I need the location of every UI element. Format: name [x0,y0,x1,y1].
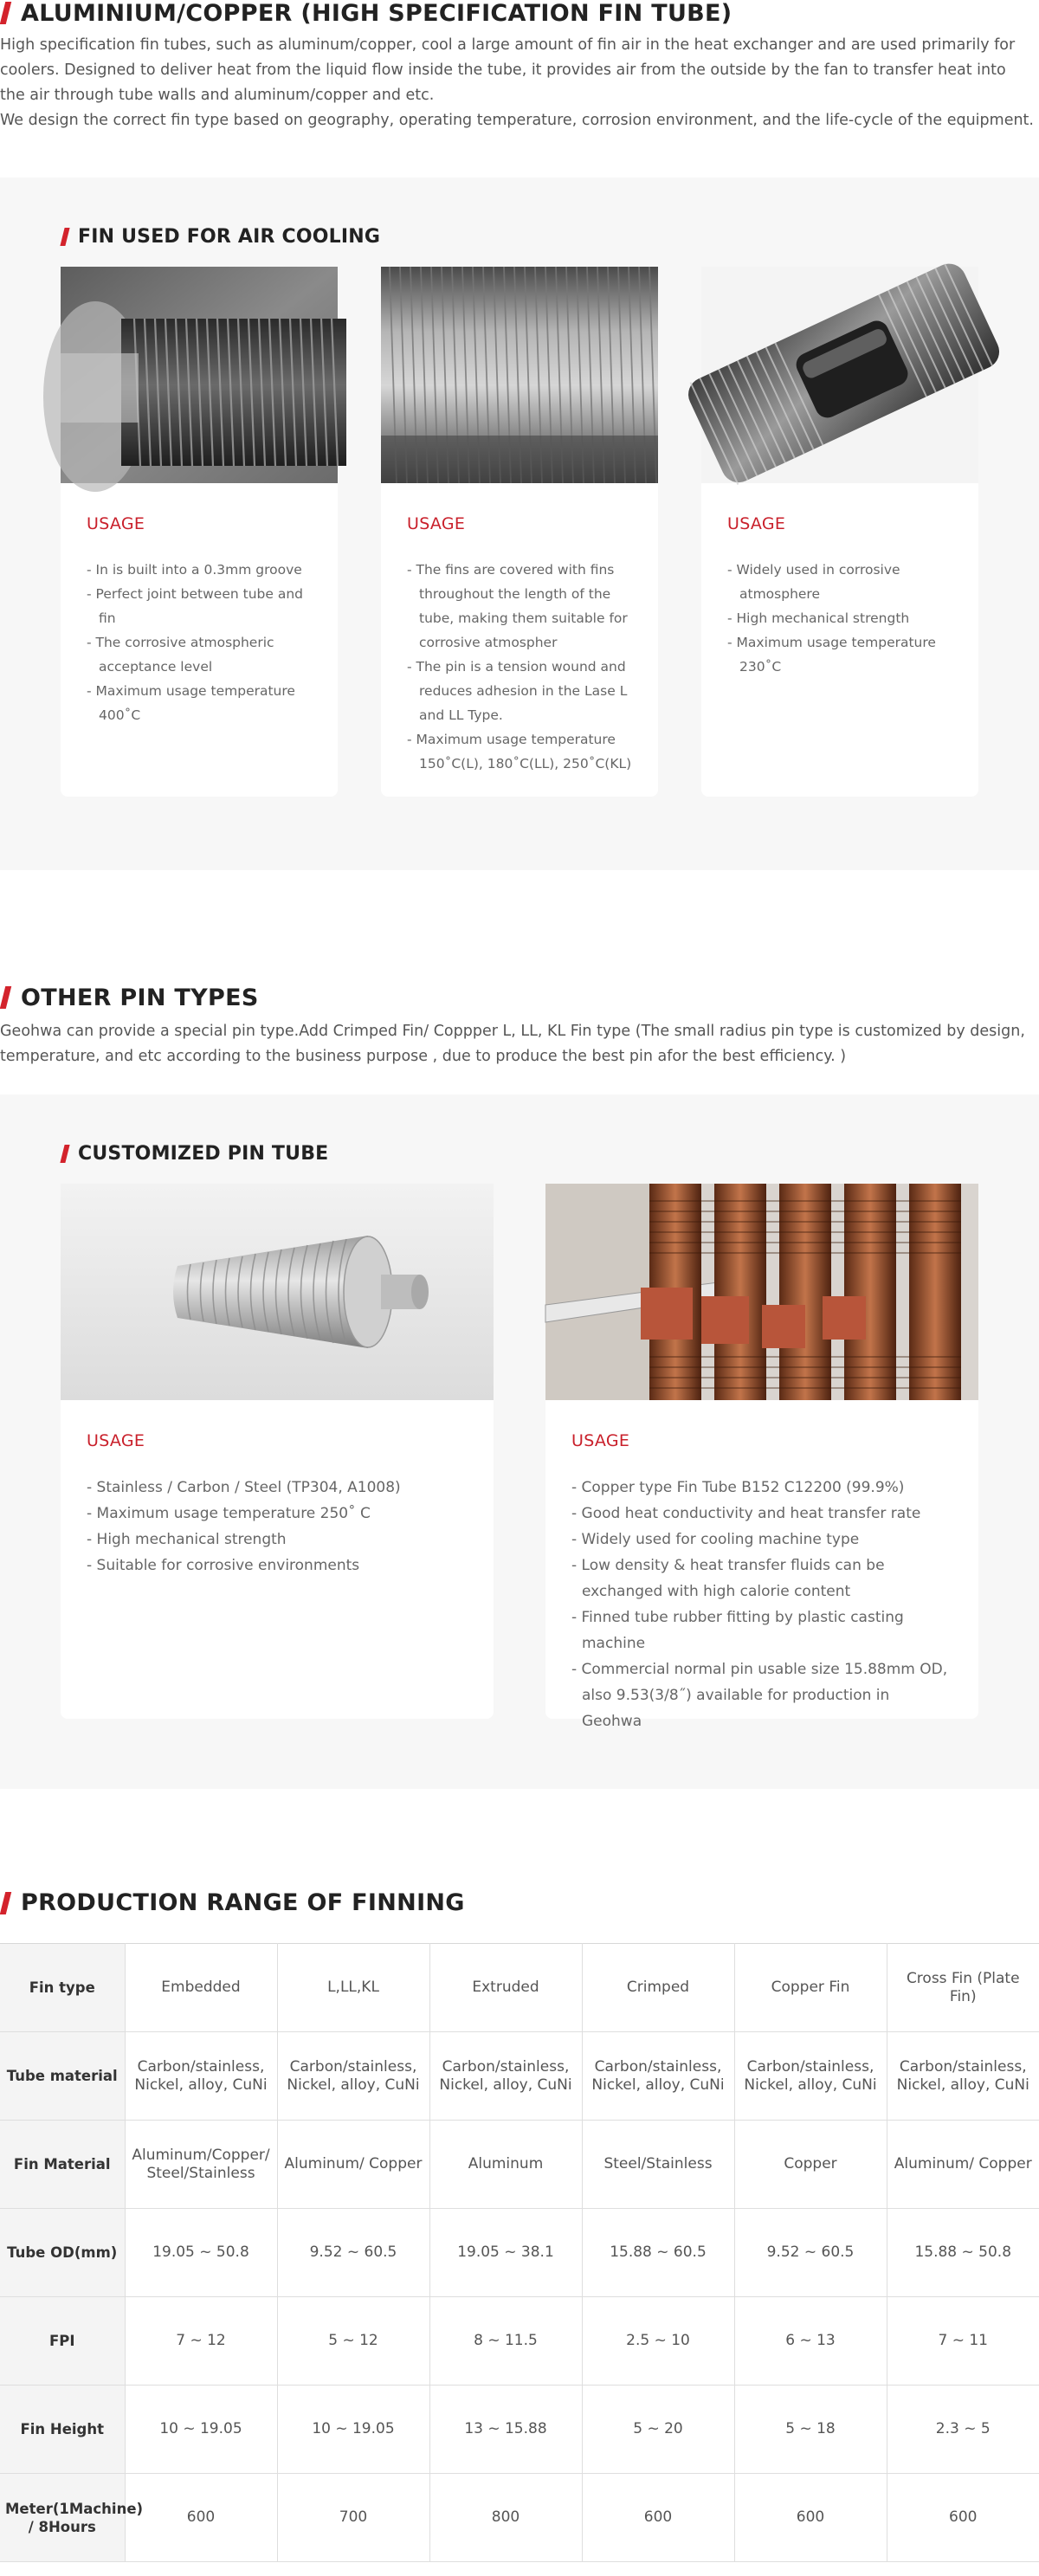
usage-item: - Maximum usage temperature 400˚C [87,683,295,723]
intro-paragraph [0,33,1039,133]
table-cell: Carbon/stainless, Nickel, alloy, CuNi [277,2032,429,2121]
fin-card-l-ll-kl [381,267,658,797]
row-header-cell: Meter(1Machine) / 8Hours [0,2474,125,2562]
table-row [0,2209,1039,2297]
table-cell: 10 ~ 19.05 [125,2386,277,2474]
custom-card-copper [545,1184,978,1730]
title-accent-bar [0,986,11,1009]
usage-list [407,558,632,776]
intro-line: We design the correct fin type based on geography, operating temperature, corrosion environment, and the life-cycle of the equipment. [0,112,1034,129]
table-cell: 7 ~ 12 [125,2297,277,2386]
table-row [0,2297,1039,2386]
table-cell: 5 ~ 12 [277,2297,429,2386]
air-cooling-title [61,226,978,248]
intro-line: High specification fin tubes, such as aluminum/copper, cool a large amount of fin air in the heat exchanger and are used primarily for [0,36,1016,54]
table-cell: 600 [734,2474,887,2562]
usage-label: USAGE [571,1431,630,1450]
usage-item: - Maximum usage temperature 150˚C(L), 180˚C(LL), 250˚C(KL) [407,732,632,772]
table-body [0,1944,1039,2562]
usage-item: - In is built into a 0.3mm groove [87,562,302,578]
other-title [0,985,1039,1010]
extruded-fin-tube-image [701,267,978,483]
table-cell: 600 [887,2474,1039,2562]
table-cell: 19.05 ~ 38.1 [429,2209,582,2297]
usage-label: USAGE [727,514,786,533]
production-title-text: PRODUCTION RANGE OF FINNING [21,1889,465,1916]
table-cell: Aluminum/ Copper [887,2121,1039,2209]
card-body [545,1400,978,1734]
usage-list [87,558,312,727]
table-cell: 2.5 ~ 10 [582,2297,734,2386]
spacer [0,870,1039,985]
table-cell: Extruded [429,1944,582,2032]
table-cell: Carbon/stainless, Nickel, alloy, CuNi [734,2032,887,2121]
air-cooling-title-text: FIN USED FOR AIR COOLING [78,226,381,248]
table-cell: 600 [125,2474,277,2562]
fin-card-embedded [61,267,338,797]
usage-item: - Widely used in corrosive atmosphere [727,562,900,602]
table-cell: 6 ~ 13 [734,2297,887,2386]
usage-item: - Commercial normal pin usable size 15.88mm OD, also 9.53(3/8˝) available for production in Geohwa [571,1661,948,1730]
table-cell: 8 ~ 11.5 [429,2297,582,2386]
other-line: temperature, and etc according to the business purpose , due to produce the best pin afor the best efficiency. ) [0,1048,847,1065]
row-header-cell: Tube material [0,2032,125,2121]
fin-card-extruded [701,267,978,797]
usage-item: - High mechanical strength [727,610,910,626]
usage-item: - High mechanical strength [87,1531,287,1548]
customized-title-text: CUSTOMIZED PIN TUBE [78,1143,329,1165]
usage-item: - The pin is a tension wound and reduces adhesion in the Lase L and LL Type. [407,659,628,723]
table-cell: 5 ~ 20 [582,2386,734,2474]
row-header-cell: Fin Height [0,2386,125,2474]
table-cell: L,LL,KL [277,1944,429,2032]
usage-item: - Stainless / Carbon / Steel (TP304, A1008) [87,1479,401,1496]
usage-list [571,1475,952,1734]
usage-item: - Widely used for cooling machine type [571,1531,860,1548]
row-header-cell: FPI [0,2297,125,2386]
custom-card-stainless [61,1184,494,1719]
table-cell: Carbon/stainless, Nickel, alloy, CuNi [582,2032,734,2121]
table-cell: Carbon/stainless, Nickel, alloy, CuNi [429,2032,582,2121]
table-cell: 10 ~ 19.05 [277,2386,429,2474]
table-cell: 19.05 ~ 50.8 [125,2209,277,2297]
table-cell: 15.88 ~ 50.8 [887,2209,1039,2297]
table-cell: Carbon/stainless, Nickel, alloy, CuNi [125,2032,277,2121]
air-cooling-section [0,178,1039,870]
title-accent-bar [0,1892,11,1914]
table-cell: Carbon/stainless, Nickel, alloy, CuNi [887,2032,1039,2121]
table-cell: 9.52 ~ 60.5 [734,2209,887,2297]
other-title-text: OTHER PIN TYPES [21,984,259,1011]
other-pin-types-section [0,985,1039,1094]
intro-title [0,0,1039,26]
customized-title [61,1143,978,1165]
title-accent-bar [60,228,69,246]
usage-item: - Low density & heat transfer fluids can be exchanged with high calorie content [571,1557,885,1600]
embedded-fin-tube-image [61,267,338,483]
title-accent-bar [0,2,11,24]
usage-item: - Good heat conductivity and heat transfer rate [571,1505,921,1522]
row-header-cell: Fin Material [0,2121,125,2209]
usage-label: USAGE [87,1431,145,1450]
customized-section [0,1094,1039,1789]
usage-item: - Finned tube rubber fitting by plastic casting machine [571,1609,904,1652]
intro-line: the air through tube walls and aluminum/copper and etc. [0,87,435,104]
table-row [0,2032,1039,2121]
usage-list [87,1475,468,1579]
table-row [0,1944,1039,2032]
row-header-cell: Fin type [0,1944,125,2032]
usage-item: - Suitable for corrosive environments [87,1557,360,1574]
card-body [61,483,338,727]
production-section [0,1889,1039,1943]
usage-label: USAGE [407,514,466,533]
table-cell: Embedded [125,1944,277,2032]
air-cooling-cards [61,267,978,797]
table-cell: 15.88 ~ 60.5 [582,2209,734,2297]
production-range-table [0,1943,1039,2562]
table-cell: Aluminum/Copper/ Steel/Stainless [125,2121,277,2209]
l-type-fin-tube-image [381,267,658,483]
table-cell: Steel/Stainless [582,2121,734,2209]
intro-title-text: ALUMINIUM/COPPER (HIGH SPECIFICATION FIN TUBE) [21,0,732,27]
table-cell: Cross Fin (Plate Fin) [887,1944,1039,2032]
card-body [381,483,658,776]
production-title [0,1889,1039,1916]
stainless-pin-tube-image [61,1184,494,1400]
table-cell: Aluminum [429,2121,582,2209]
table-cell: Aluminum/ Copper [277,2121,429,2209]
table-cell: 13 ~ 15.88 [429,2386,582,2474]
table-cell: 700 [277,2474,429,2562]
other-line: Geohwa can provide a special pin type.Add Crimped Fin/ Coppper L, LL, KL Fin type (The small radius pin type is customized by design, [0,1023,1025,1040]
table-row [0,2474,1039,2562]
spacer [0,1789,1039,1889]
usage-label: USAGE [87,514,145,533]
usage-item: - Copper type Fin Tube B152 C12200 (99.9%) [571,1479,905,1496]
usage-item: - Maximum usage temperature 250˚ C [87,1505,371,1522]
intro-section [0,0,1039,178]
other-paragraph [0,1019,1039,1069]
customized-cards [61,1184,978,1730]
usage-list [727,558,952,679]
card-body [61,1400,494,1579]
usage-item: - The fins are covered with fins throughout the length of the tube, making them suitable for corrosive atmospher [407,562,628,650]
table-cell: 5 ~ 18 [734,2386,887,2474]
table-cell: 800 [429,2474,582,2562]
card-body [701,483,978,679]
table-cell: Copper Fin [734,1944,887,2032]
table-cell: 7 ~ 11 [887,2297,1039,2386]
intro-line: coolers. Designed to deliver heat from the liquid flow inside the tube, it provides air from the outside by the fan to transfer heat into [0,61,1006,79]
table-row [0,2121,1039,2209]
title-accent-bar [60,1145,69,1163]
row-header-cell: Tube OD(mm) [0,2209,125,2297]
table-cell: Copper [734,2121,887,2209]
usage-item: - The corrosive atmospheric acceptance level [87,635,274,675]
table-cell: 9.52 ~ 60.5 [277,2209,429,2297]
usage-item: - Maximum usage temperature 230˚C [727,635,936,675]
table-cell: Crimped [582,1944,734,2032]
table-cell: 2.3 ~ 5 [887,2386,1039,2474]
table-cell: 600 [582,2474,734,2562]
usage-item: - Perfect joint between tube and fin [87,586,303,626]
table-row [0,2386,1039,2474]
copper-fin-tube-image [545,1184,978,1400]
